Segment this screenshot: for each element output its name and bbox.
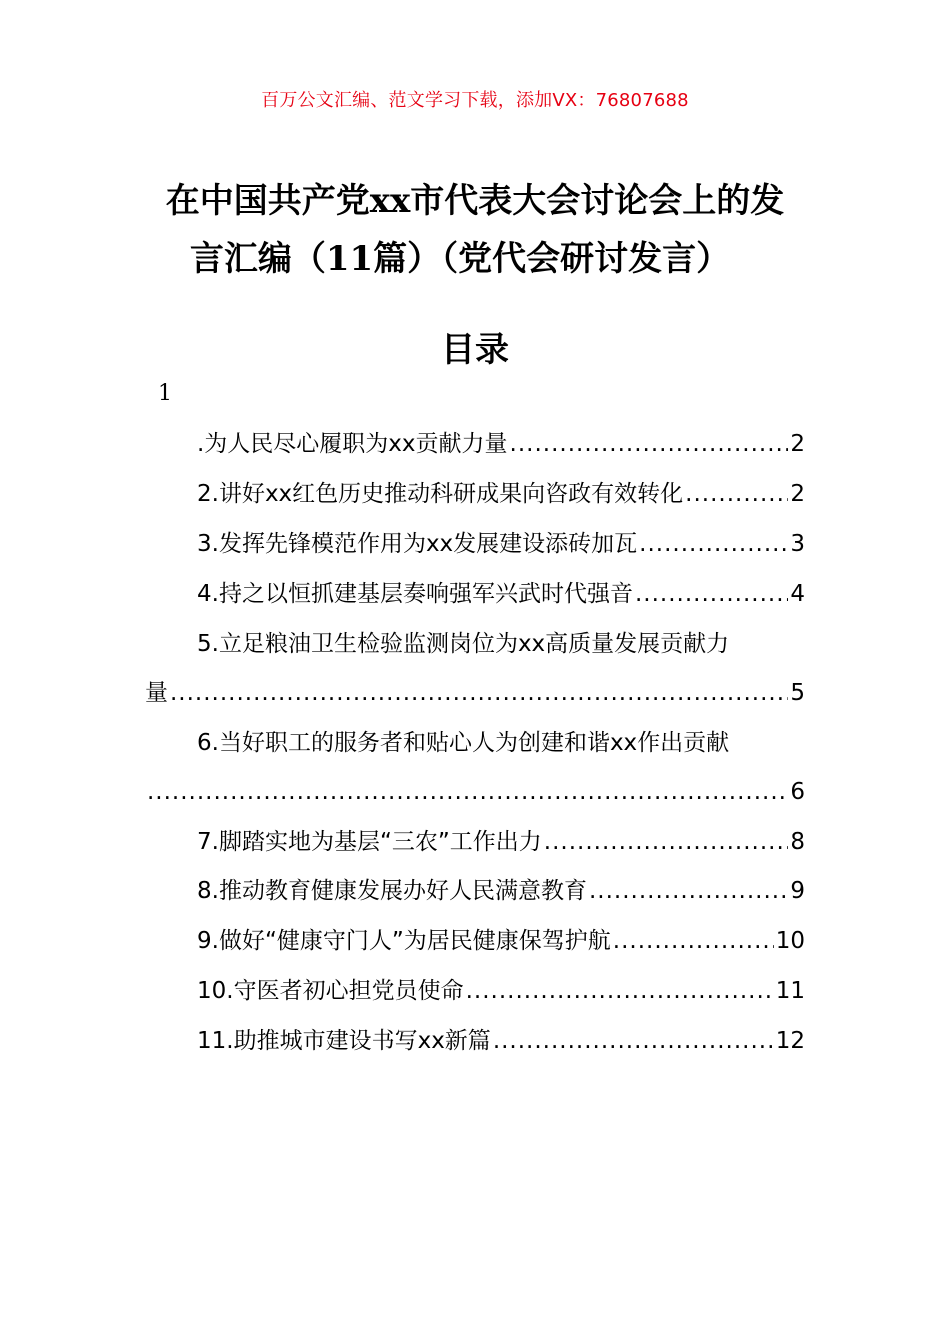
toc-entry-page: 2 (790, 481, 805, 507)
toc-entry-2[interactable] (145, 477, 805, 511)
toc-entry-page: 11 (775, 978, 805, 1004)
toc-leader-dots (466, 974, 774, 1008)
toc-entry-page: 6 (790, 779, 805, 805)
header-note: 百万公文汇编、范文学习下载，添加VX：76807688 (261, 90, 689, 111)
toc-entry-page: 3 (790, 531, 805, 557)
toc-entry-9[interactable] (145, 924, 805, 958)
toc-entry-10[interactable] (145, 974, 805, 1008)
toc-entry-1[interactable] (145, 427, 805, 461)
toc-entry-3[interactable] (145, 527, 805, 561)
toc-heading: 目录 (441, 330, 509, 370)
toc-entry-label: .为人民尽心履职为xx贡献力量 (197, 431, 508, 457)
toc-entry-label: 9.做好“健康守门人”为居民健康保驾护航 (197, 928, 611, 954)
toc-entry-8[interactable] (145, 874, 805, 908)
toc-leader-dots (544, 825, 789, 859)
toc-leader-dots (493, 1024, 774, 1058)
toc-leader-dots (170, 676, 788, 710)
toc-leader-dots (639, 527, 788, 561)
toc-entry-label: 4.持之以恒抓建基层奏响强军兴武时代强音 (197, 581, 633, 607)
toc-entry-7[interactable] (145, 825, 805, 859)
toc-leader-dots (613, 924, 774, 958)
toc-entry-label: 6.当好职工的服务者和贴心人为创建和谐xx作出贡献 (197, 730, 730, 756)
page-marker: 1 (158, 381, 172, 406)
toc-entry-label: 7.脚踏实地为基层“三农”工作出力 (197, 829, 542, 855)
toc-entry-page: 8 (790, 829, 805, 855)
toc-entry-11[interactable] (145, 1024, 805, 1058)
toc-entry-4[interactable] (145, 577, 805, 611)
toc-entry-label: 8.推动教育健康发展办好人民满意教育 (197, 878, 587, 904)
toc-leader-dots (589, 874, 788, 908)
toc-entry-6[interactable] (145, 726, 805, 760)
document-title (0, 172, 950, 288)
toc-entry-page: 2 (790, 431, 805, 457)
toc-entry-page: 10 (775, 928, 805, 954)
toc-entry-page: 5 (790, 680, 805, 706)
title-line-1: 在中国共产党xx市代表大会讨论会上的发 (165, 181, 785, 221)
toc-entry-page: 12 (775, 1028, 805, 1054)
toc-leader-dots (685, 477, 788, 511)
toc-entry-label: 11.助推城市建设书写xx新篇 (197, 1028, 491, 1054)
toc-entry-label-continuation: 量 (145, 680, 168, 706)
toc-entry-label: 2.讲好xx红色历史推动科研成果向咨政有效转化 (197, 481, 684, 507)
toc-entry-5-continuation[interactable] (145, 676, 805, 710)
toc-entry-page: 9 (790, 878, 805, 904)
toc-entry-5[interactable] (145, 627, 805, 661)
toc-leader-dots (147, 775, 788, 809)
toc-leader-dots (510, 427, 789, 461)
toc-entry-label: 3.发挥先锋模范作用为xx发展建设添砖加瓦 (197, 531, 638, 557)
toc-entry-label: 10.守医者初心担党员使命 (197, 978, 464, 1004)
toc-leader-dots (635, 577, 788, 611)
title-line-2: 言汇编（11篇）（党代会研讨发言） (189, 239, 731, 279)
toc-entry-6-continuation[interactable] (145, 775, 805, 809)
toc-entry-page: 4 (790, 581, 805, 607)
toc-entry-label: 5.立足粮油卫生检验监测岗位为xx高质量发展贡献力 (197, 631, 730, 657)
